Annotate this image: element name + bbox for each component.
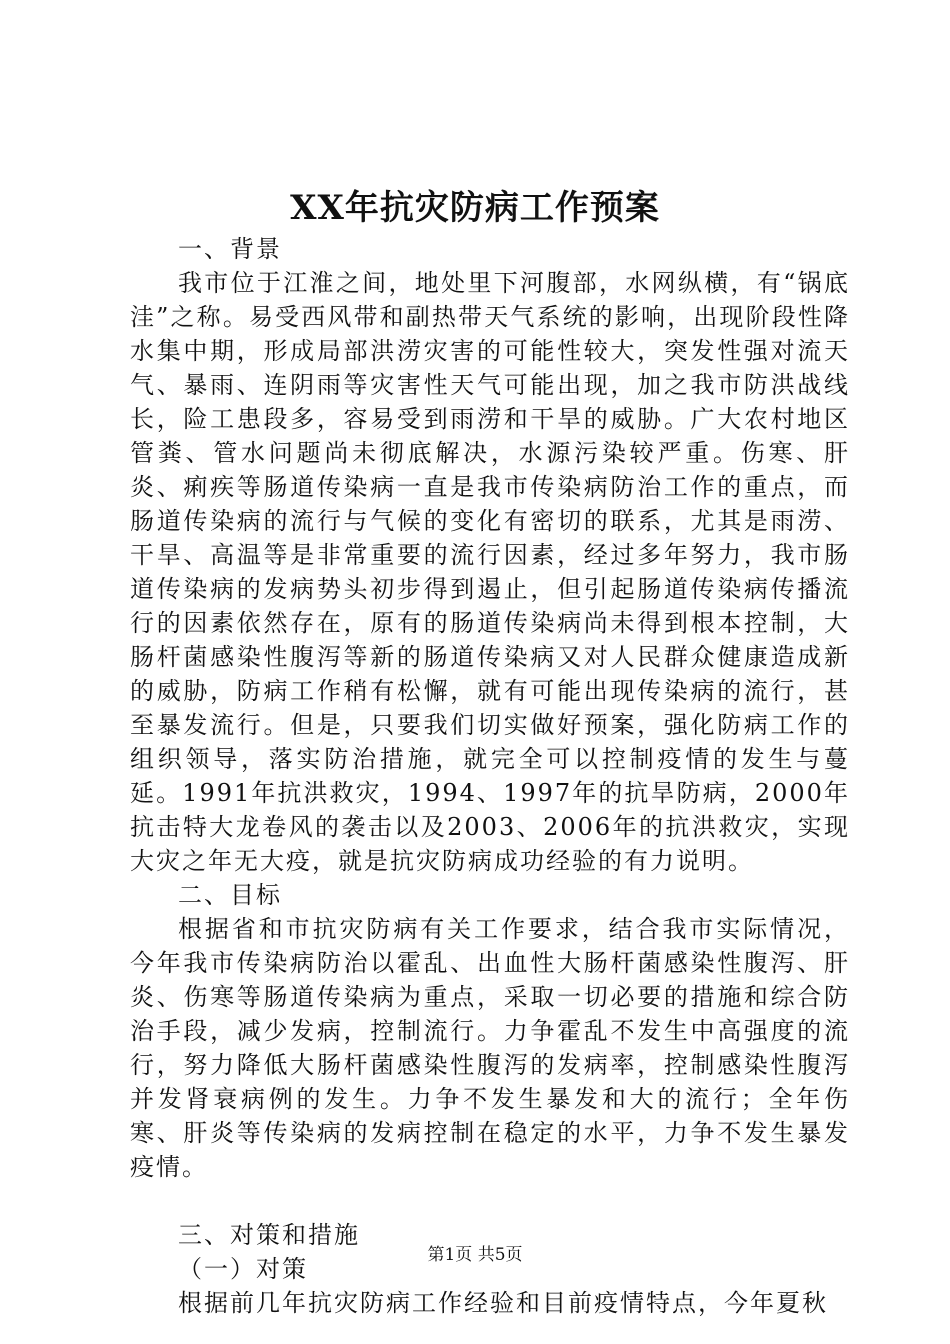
page-footer: 第1页 共5页 — [427, 1245, 523, 1265]
paragraph-background: 我市位于江淮之间，地处里下河腹部，水网纵横，有“锅底洼”之称。易受西风带和副热带天气系统的影响，出现阶段性降水集中期，形成局部洪涝灾害的可能性较大，突发性强对流天气、暴雨、连阴雨等灾害性天气可能出现，加之我市防洪战线长，险工患段多，容易受到雨涝和干旱的威胁。广大农村地区管粪、管水问题尚未彻底解决，水源污染较严重。伤寒、肝炎、痢疾等肠道传染病一直是我市传染病防治工作的重点，而肠道传染病的流行与气候的变化有密切的联系，尤其是雨涝、干旱、高温等是非常重要的流行因素，经过多年努力，我市肠道传染病的发病势头初步得到遏止，但引起肠道传染病传播流行的因素依然存在，原有的肠道传染病尚未得到根本控制，大肠杆菌感染性腹泻等新的肠道传染病又对人民群众健康造成新的威胁，防病工作稍有松懈，就有可能出现传染病的流行，甚至暴发流行。但是，只要我们切实做好预案，强化防病工作的组织领导，落实防治措施，就完全可以控制疫情的发生与蔓延。1991年抗洪救灾，1994、1997年的抗旱防病，2000年抗击特大龙卷风的袭击以及2003、2006年的抗洪救灾，实现大灾之年无大疫，就是抗灾防病成功经验的有力说明。 — [130, 269, 850, 875]
section-heading-measures: 三、对策和措施 — [178, 1221, 360, 1249]
paragraph-goals: 根据省和市抗灾防病有关工作要求，结合我市实际情况，今年我市传染病防治以霍乱、出血性大肠杆菌感染性腹泻、肝炎、伤寒等肠道传染病为重点，采取一切必要的措施和综合防治手段，减少发病，控制流行。力争霍乱不发生中高强度的流行，努力降低大肠杆菌感染性腹泻的发病率，控制感染性腹泻并发肾衰病例的发生。力争不发生暴发和大的流行；全年伤寒、肝炎等传染病的发病控制在稳定的水平，力争不发生暴发疫情。 — [130, 915, 850, 1181]
document-body — [130, 232, 850, 1320]
section-heading-background: 一、背景 — [178, 235, 282, 263]
section-heading-goals: 二、目标 — [178, 881, 282, 909]
paragraph-strategy: 根据前几年抗灾防病工作经验和目前疫情特点，今年夏秋 — [178, 1289, 828, 1317]
document-title: XX年抗灾防病工作预案 — [290, 188, 660, 228]
subheading-strategy: （一）对策 — [178, 1255, 308, 1283]
